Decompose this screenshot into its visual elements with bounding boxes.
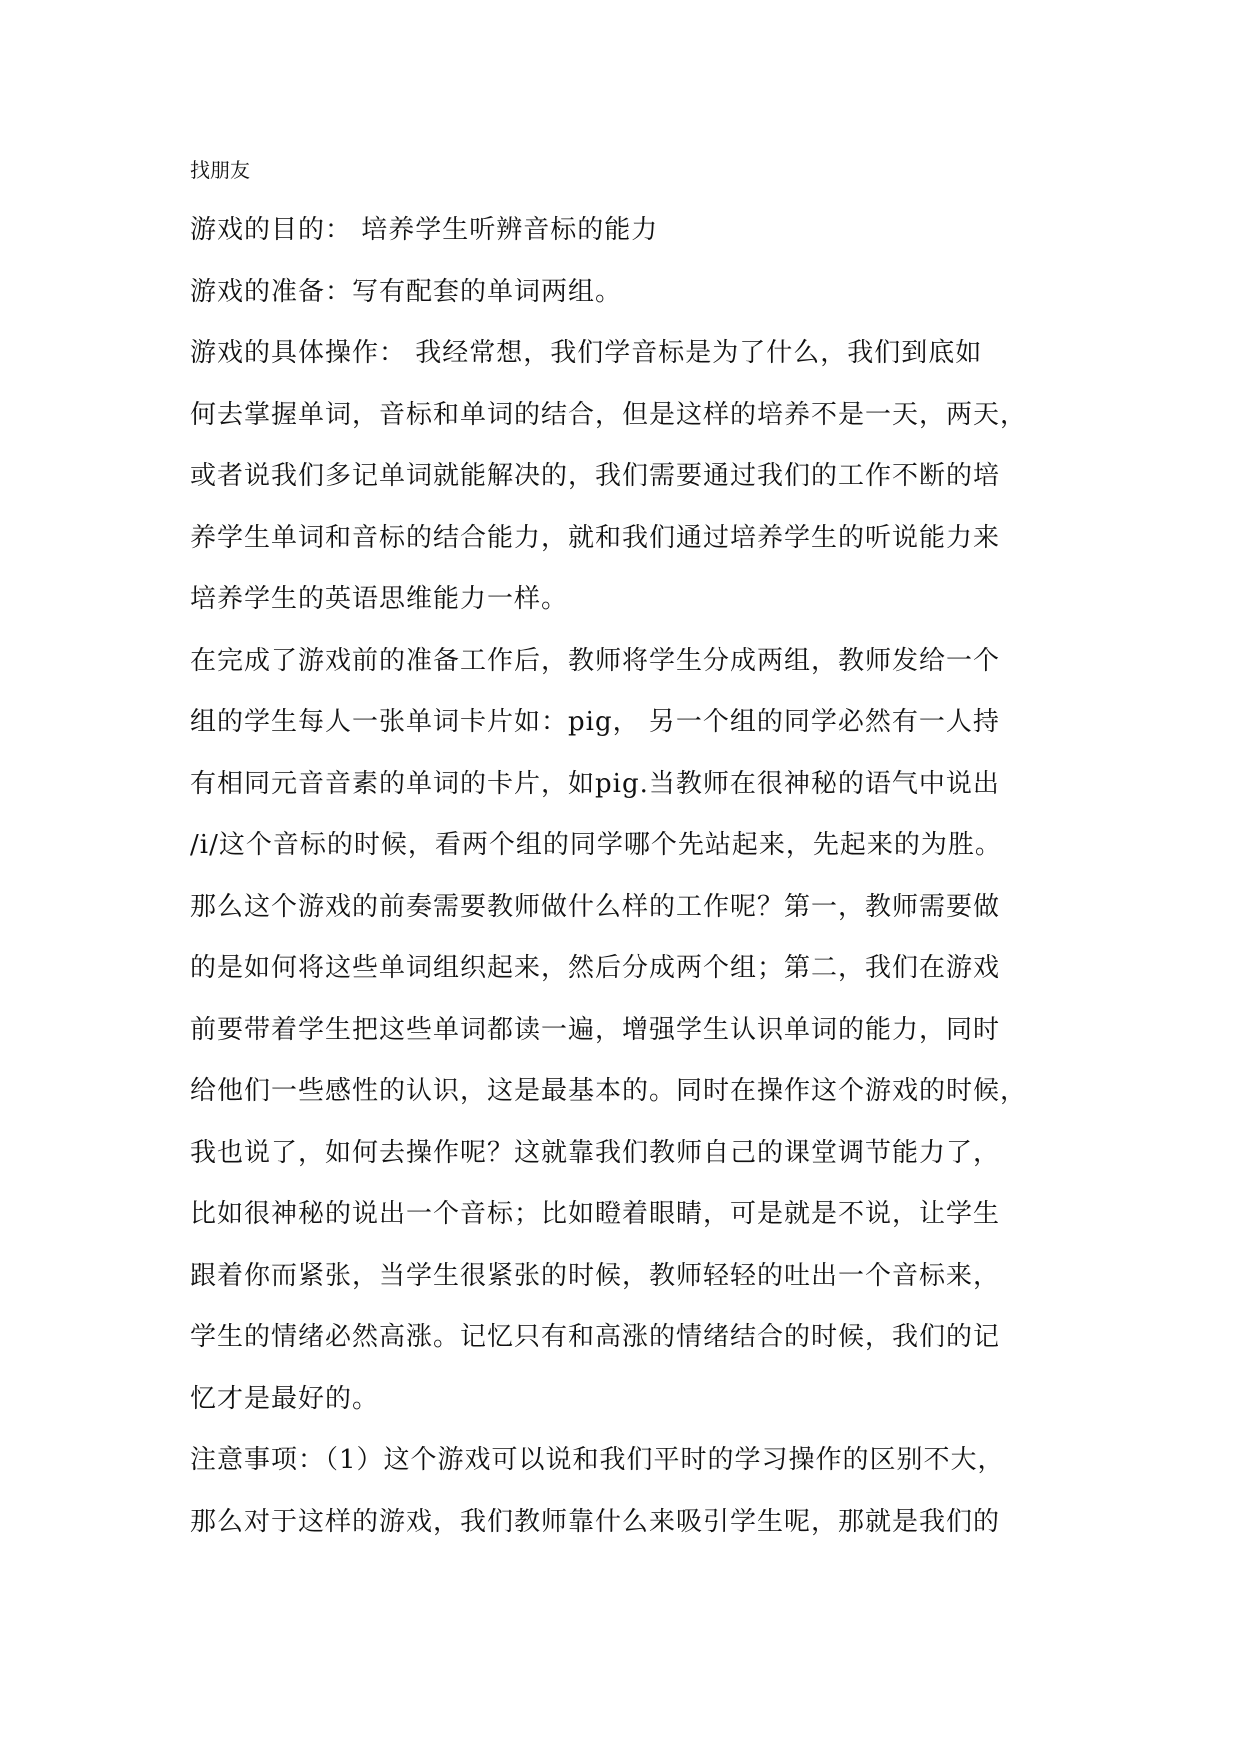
body-line: 学生的情绪必然高涨。记忆只有和高涨的情绪结合的时候，我们的记 (190, 1322, 1001, 1352)
body-line: 何去掌握单词，音标和单词的结合，但是这样的培养不是一天，两天， (190, 399, 1028, 430)
body-line: 培养学生的英语思维能力一样。 (190, 584, 569, 614)
body-line: 游戏的目的： 培养学生听辨音标的能力 (190, 215, 659, 245)
body-line: 那么这个游戏的前奏需要教师做什么样的工作呢？第一，教师需要做 (190, 891, 1001, 922)
body-line: 比如很神秘的说出一个音标；比如瞪着眼睛，可是就是不说，让学生 (190, 1199, 1001, 1229)
document-body (190, 200, 1058, 1553)
body-line: 养学生单词和音标的结合能力，就和我们通过培养学生的听说能力来 (190, 522, 1001, 553)
body-line: 的是如何将这些单词组织起来，然后分成两个组；第二，我们在游戏 (190, 953, 1001, 983)
body-line: 游戏的具体操作： 我经常想，我们学音标是为了什么，我们到底如 (190, 338, 983, 368)
body-line: /i/这个音标的时候，看两个组的同学哪个先站起来，先起来的为胜。 (190, 830, 1002, 860)
body-line: 注意事项：（1）这个游戏可以说和我们平时的学习操作的区别不大， (190, 1445, 1005, 1475)
body-line: 我也说了，如何去操作呢？这就靠我们教师自己的课堂调节能力了， (190, 1137, 1001, 1168)
body-line: 有相同元音音素的单词的卡片，如pig.当教师在很神秘的语气中说出 (190, 768, 1000, 799)
body-line: 给他们一些感性的认识，这是最基本的。同时在操作这个游戏的时候， (190, 1076, 1028, 1106)
body-line: 组的学生每人一张单词卡片如：pig， 另一个组的同学必然有一人持 (190, 707, 1000, 737)
body-line: 前要带着学生把这些单词都读一遍，增强学生认识单词的能力，同时 (190, 1014, 1001, 1045)
body-line: 忆才是最好的。 (190, 1383, 380, 1414)
body-line: 跟着你而紧张，当学生很紧张的时候，教师轻轻的吐出一个音标来， (190, 1260, 1001, 1291)
body-line: 在完成了游戏前的准备工作后，教师将学生分成两组，教师发给一个 (190, 645, 1001, 676)
body-line: 或者说我们多记单词就能解决的，我们需要通过我们的工作不断的培 (190, 461, 1001, 491)
body-line: 游戏的准备：写有配套的单词两组。 (190, 276, 623, 307)
document-title: 找朋友 (190, 158, 250, 182)
body-line: 那么对于这样的游戏，我们教师靠什么来吸引学生呢，那就是我们的 (190, 1506, 1001, 1537)
